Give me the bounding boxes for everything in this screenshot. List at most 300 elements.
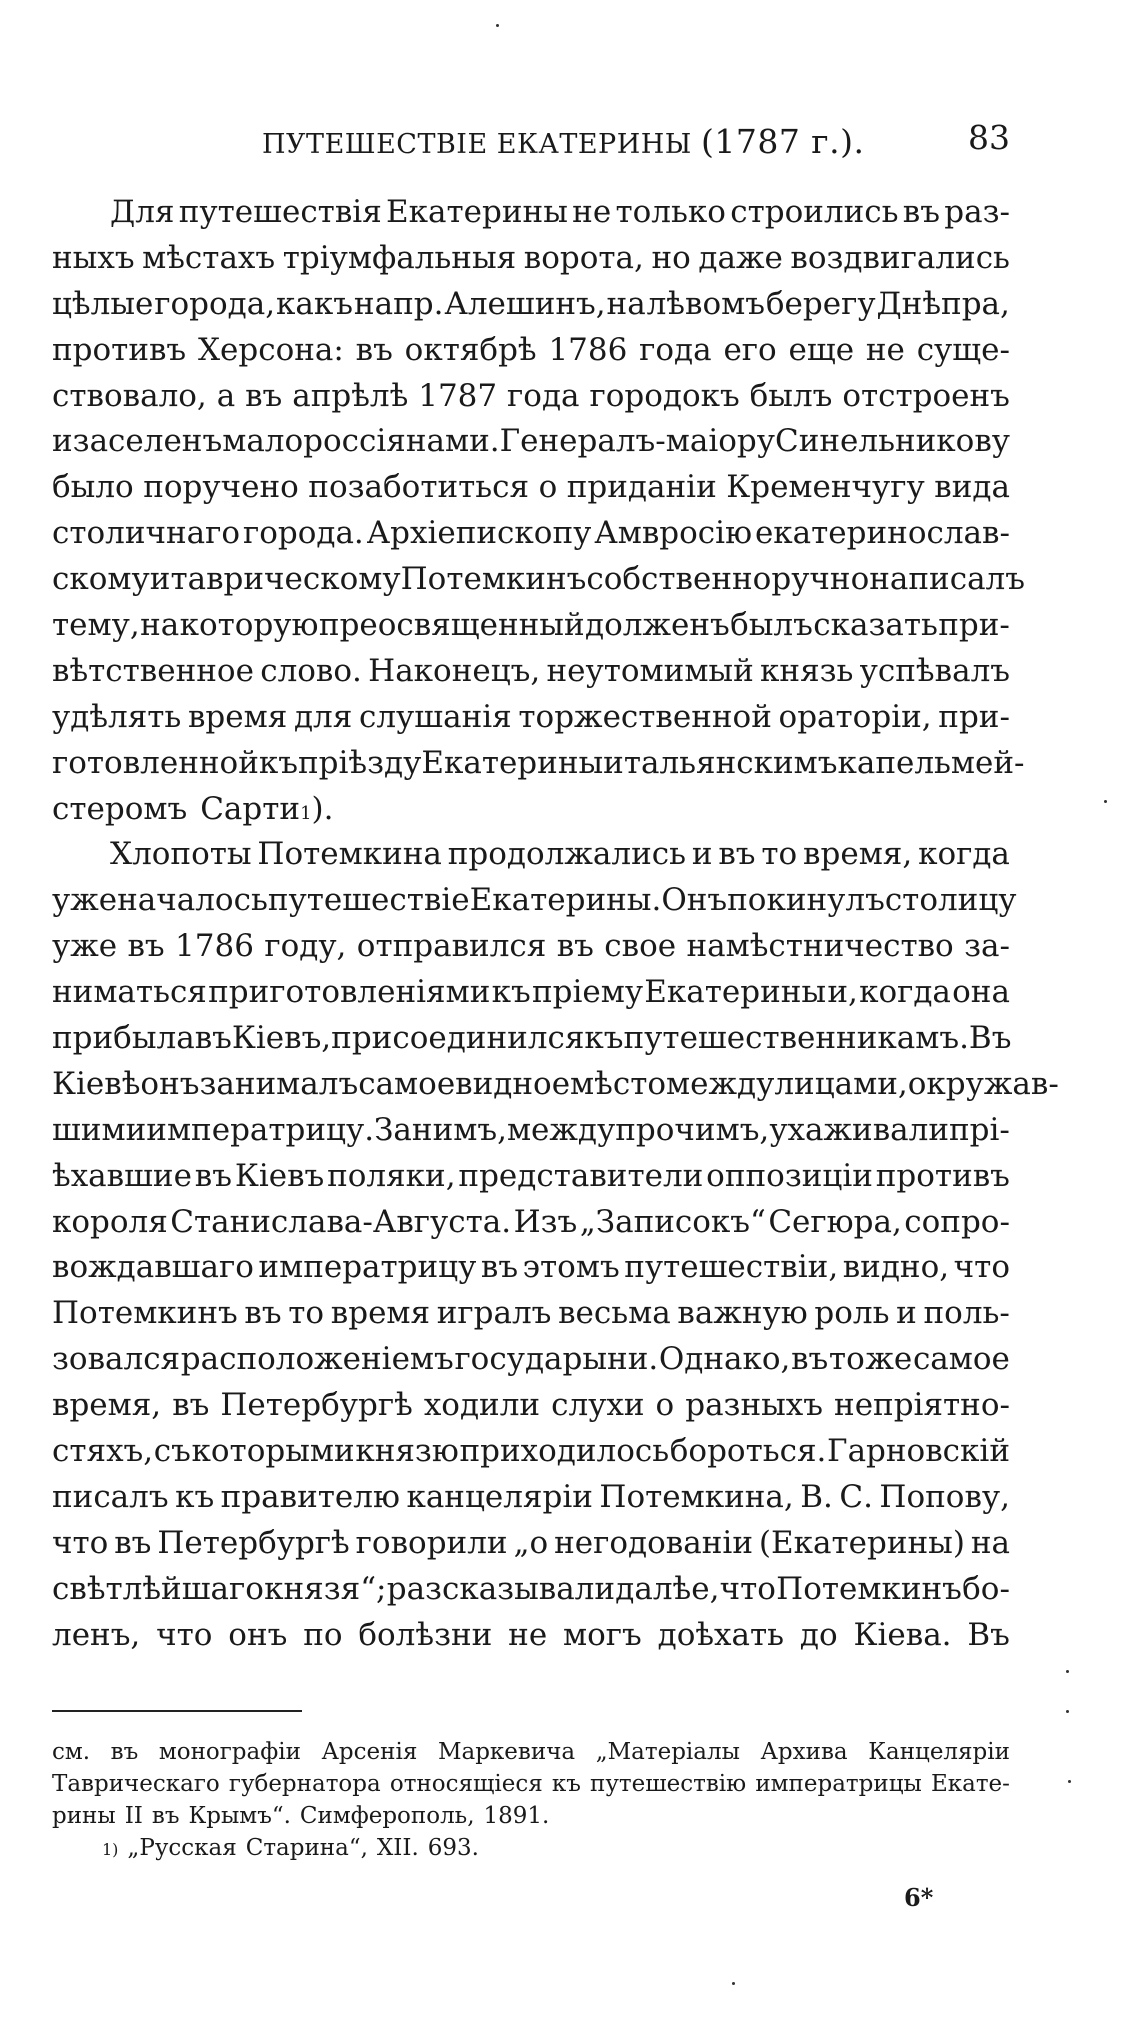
word: о xyxy=(538,469,558,506)
word: Архива xyxy=(760,1739,848,1765)
word: то xyxy=(288,1295,325,1332)
word: ораторіи, xyxy=(778,698,932,735)
word: путешествія xyxy=(178,194,382,230)
word: въ xyxy=(172,1387,210,1424)
footnote-rule xyxy=(52,1710,302,1712)
word: прочимъ, xyxy=(615,1111,770,1148)
word: занималъ xyxy=(199,1065,359,1102)
word: Екатерины xyxy=(421,744,604,781)
word: скому xyxy=(52,561,150,598)
word: Таврическаго xyxy=(52,1771,220,1797)
word: оппозиціи xyxy=(706,1157,873,1194)
text-line xyxy=(52,695,1010,741)
word: время xyxy=(187,698,288,735)
text-line xyxy=(52,557,1025,603)
footnote-line xyxy=(52,1800,1010,1832)
word: игралъ xyxy=(436,1295,552,1332)
text-line xyxy=(52,282,1010,328)
word: 1786 xyxy=(175,928,254,965)
word: къ xyxy=(551,1771,581,1797)
word: къ xyxy=(491,974,531,1011)
word: говорили xyxy=(355,1524,508,1561)
word: къ xyxy=(258,744,298,781)
word: уже xyxy=(52,882,118,919)
word: ворота, xyxy=(523,239,644,276)
running-title xyxy=(262,122,864,161)
word: успѣвалъ xyxy=(859,652,1010,689)
word: отправился xyxy=(356,928,547,965)
word: 1786 xyxy=(548,331,628,368)
word: время, xyxy=(803,836,913,873)
word: но xyxy=(651,239,691,276)
word: когда xyxy=(918,836,1010,873)
word: ухаживали xyxy=(769,1111,949,1148)
word: его xyxy=(723,331,777,368)
word: то xyxy=(828,1341,865,1378)
word: Кіева. xyxy=(853,1616,952,1653)
word: далѣе, xyxy=(615,1570,720,1607)
word: онъ xyxy=(228,1616,288,1653)
text-line xyxy=(52,1062,1059,1108)
text-line xyxy=(52,878,1017,924)
word: до xyxy=(799,1616,838,1653)
word: въ xyxy=(791,1341,829,1378)
word: строились xyxy=(730,194,899,230)
word: Кременчугу xyxy=(726,469,925,506)
word: и, xyxy=(827,974,858,1011)
text-line xyxy=(52,1429,1010,1475)
word: долженъ xyxy=(585,607,730,644)
word: и xyxy=(691,836,713,873)
word: Въ xyxy=(968,1020,1012,1057)
text-line xyxy=(52,1475,1010,1521)
word: приданіи xyxy=(566,469,717,506)
word: за- xyxy=(964,928,1010,965)
paper-speck xyxy=(1066,1710,1069,1713)
word: расположеніемъ xyxy=(180,1341,454,1378)
word: Для xyxy=(110,194,175,230)
word: уже xyxy=(52,928,118,965)
text-line xyxy=(52,1521,1010,1567)
word: не xyxy=(865,331,905,368)
word: тему, xyxy=(52,607,140,644)
word: видно, xyxy=(842,1249,950,1286)
word: ). xyxy=(311,790,334,827)
word: канцеляріи xyxy=(406,1478,593,1515)
word: приходилось xyxy=(459,1433,670,1470)
text-line xyxy=(52,603,1010,649)
word: князя“; xyxy=(264,1570,387,1607)
word: „Русская xyxy=(127,1835,237,1861)
word: относящіеся xyxy=(389,1771,543,1797)
word: Хлопоты xyxy=(110,836,252,873)
word: время xyxy=(330,1295,431,1332)
text-line xyxy=(52,236,1010,282)
running-title-text: ПУТЕШЕСТВІЕ ЕКАТЕРИНЫ xyxy=(262,129,692,160)
word: С. xyxy=(839,1478,873,1515)
paper-speck xyxy=(732,1982,735,1985)
word: съ xyxy=(153,1433,191,1470)
word: короля xyxy=(52,1203,168,1240)
word: представители xyxy=(458,1157,704,1194)
word: октябрѣ xyxy=(404,331,537,368)
word: что xyxy=(156,1616,213,1653)
word: при- xyxy=(938,698,1010,735)
word: поль- xyxy=(923,1295,1010,1332)
word: рины xyxy=(52,1803,116,1829)
word: свѣтлѣйшаго xyxy=(52,1570,264,1607)
footnotes xyxy=(52,1736,1010,1864)
word: лицами, xyxy=(774,1065,908,1102)
word: даже xyxy=(698,239,783,276)
word: самое xyxy=(912,1341,1010,1378)
word: преосвященный xyxy=(318,607,585,644)
word: слухи xyxy=(551,1387,645,1424)
word: онъ xyxy=(140,1065,200,1102)
word: напр. xyxy=(353,285,444,322)
text-line xyxy=(52,970,1010,1016)
word: ходили xyxy=(423,1387,541,1424)
footnote-line xyxy=(52,1736,1010,1768)
word: Кіевъ xyxy=(234,1157,325,1194)
word: слово. xyxy=(260,652,362,689)
word: прибыла xyxy=(52,1020,195,1057)
paper-speck xyxy=(1066,1670,1069,1673)
word: приготовленіями xyxy=(208,974,491,1011)
word: было xyxy=(52,469,134,506)
text-line xyxy=(52,832,1010,878)
word: зовался xyxy=(52,1341,181,1378)
text-line xyxy=(52,1613,1010,1659)
word: „о xyxy=(513,1524,549,1561)
word: въ xyxy=(480,1249,519,1286)
word: позаботиться xyxy=(308,469,530,506)
word: болѣзни xyxy=(358,1616,493,1653)
word: заселенъ xyxy=(72,423,223,460)
word: же xyxy=(865,1341,913,1378)
word: тріумфальныя xyxy=(282,239,517,276)
word: видное xyxy=(455,1065,571,1102)
word: году, xyxy=(264,928,347,965)
signature-mark: 6* xyxy=(904,1883,934,1912)
word: Генералъ-маіору xyxy=(499,423,775,460)
word: намѣстничество xyxy=(686,928,954,965)
text-line xyxy=(52,1291,1010,1337)
word: путешествію xyxy=(590,1771,747,1797)
word: бо- xyxy=(962,1570,1010,1607)
word: ныхъ xyxy=(52,239,135,276)
word: вождавшаго xyxy=(52,1249,254,1286)
word: что xyxy=(52,1524,109,1561)
word: Потемкина xyxy=(257,836,442,873)
word: для xyxy=(293,698,353,735)
word: а xyxy=(216,377,236,414)
footnote-line xyxy=(52,1768,1010,1800)
running-header xyxy=(262,118,1010,166)
word: 1787 xyxy=(418,377,498,414)
word: государыни. xyxy=(454,1341,659,1378)
text-line xyxy=(52,1016,1010,1062)
word: Кіевъ, xyxy=(231,1020,332,1057)
word: о xyxy=(655,1387,675,1424)
word: Онъ xyxy=(661,882,728,919)
word: къ xyxy=(584,1020,624,1057)
word: въ xyxy=(194,1157,232,1194)
word: Арсенія xyxy=(321,1739,418,1765)
paper-speck xyxy=(1068,1780,1071,1783)
word: Однако, xyxy=(658,1341,791,1378)
word: правителю xyxy=(220,1478,400,1515)
word: писалъ xyxy=(52,1478,169,1515)
word: В. xyxy=(800,1478,833,1515)
word: Днѣпра, xyxy=(876,285,1010,322)
word: цѣлые xyxy=(52,285,154,322)
word: время, xyxy=(52,1387,162,1424)
word: вѣтственное xyxy=(52,652,254,689)
word: Наконецъ, xyxy=(368,652,541,689)
word: нимъ, xyxy=(411,1111,507,1148)
word: какъ xyxy=(276,285,353,322)
word: монографіи xyxy=(158,1739,301,1765)
word: негодованіи xyxy=(554,1524,753,1561)
text-line xyxy=(52,649,1010,695)
word: Сарти xyxy=(200,790,301,827)
word: и xyxy=(896,1295,917,1332)
word: раз- xyxy=(944,194,1010,230)
word: Въ xyxy=(967,1616,1010,1653)
word: Екатерины. xyxy=(469,882,662,919)
paper-speck xyxy=(1104,800,1107,803)
text-line xyxy=(52,1154,1010,1200)
word: малороссіянами. xyxy=(222,423,500,460)
word: мѣсто xyxy=(570,1065,667,1102)
word: между xyxy=(506,1111,616,1148)
word: окружав- xyxy=(907,1065,1059,1102)
word: города, xyxy=(154,285,276,322)
word: екатеринослав- xyxy=(754,515,1010,552)
word: въ xyxy=(151,1803,180,1829)
word: бороться. xyxy=(669,1433,827,1470)
word: Потемкинъ xyxy=(400,561,587,598)
word: былъ xyxy=(749,377,833,414)
word: Потемкина, xyxy=(599,1478,794,1515)
word: на xyxy=(970,1524,1010,1561)
word: см. xyxy=(52,1739,91,1765)
main-text xyxy=(52,190,1059,1659)
word: присоединился xyxy=(331,1020,585,1057)
word: удѣлять xyxy=(52,698,182,735)
word: готовленной xyxy=(52,744,259,781)
word: ѣхавшие xyxy=(52,1157,192,1194)
word: императрицы xyxy=(755,1771,922,1797)
word: года xyxy=(507,377,580,414)
word: самое xyxy=(358,1065,456,1102)
word: доѣхать xyxy=(657,1616,785,1653)
word: Старина“, xyxy=(245,1835,368,1861)
word: берегу xyxy=(765,285,876,322)
word: собственноручно xyxy=(586,561,870,598)
word: Архіепископу xyxy=(366,515,592,552)
word: неутомимый xyxy=(546,652,754,689)
word: что xyxy=(953,1249,1010,1286)
word: этомъ xyxy=(522,1249,620,1286)
word: она xyxy=(952,974,1010,1011)
word: Изъ xyxy=(513,1203,578,1240)
word: столицу xyxy=(884,882,1017,919)
footnote-ref-marker: 1) xyxy=(102,1840,119,1859)
word: важную xyxy=(677,1295,808,1332)
word: Потемкинъ xyxy=(52,1295,238,1332)
word: непріятно- xyxy=(834,1387,1010,1424)
word: въ xyxy=(244,1295,282,1332)
word: Екатерины xyxy=(644,974,827,1011)
word: между xyxy=(666,1065,775,1102)
word: Алешинъ, xyxy=(444,285,606,322)
word: въ xyxy=(556,928,594,965)
text-line xyxy=(52,741,1025,787)
word: противъ xyxy=(52,331,187,368)
page-number: 83 xyxy=(968,118,1010,157)
word: князю xyxy=(355,1433,459,1470)
word: торжественной xyxy=(518,698,772,735)
word: Синельникову xyxy=(775,423,1011,460)
text-line xyxy=(52,1245,1010,1291)
word: покинулъ xyxy=(727,882,885,919)
word: при- xyxy=(938,607,1010,644)
word: которую xyxy=(179,607,319,644)
word: въ xyxy=(718,836,756,873)
word: Маркевича xyxy=(437,1739,576,1765)
text-line xyxy=(52,511,1010,557)
word: Гарновскій xyxy=(827,1433,1010,1470)
word: итальянскимъ xyxy=(603,744,838,781)
word: Потемкинъ xyxy=(776,1570,962,1607)
text-line xyxy=(52,465,1010,511)
word: путешественникамъ. xyxy=(623,1020,969,1057)
word: года xyxy=(639,331,712,368)
word: поручено xyxy=(143,469,299,506)
word: Амвросію xyxy=(594,515,753,552)
word: сопро- xyxy=(904,1203,1010,1240)
word: въ xyxy=(355,331,393,368)
word: пріѣзду xyxy=(297,744,422,781)
text-line xyxy=(52,1337,1010,1383)
word: по xyxy=(303,1616,343,1653)
text-line xyxy=(52,924,1010,970)
word: вида xyxy=(934,469,1010,506)
word: Кіевѣ xyxy=(52,1065,141,1102)
word: Петербургѣ xyxy=(220,1387,413,1424)
text-line xyxy=(52,419,1010,465)
word: не xyxy=(572,194,612,230)
word: началось xyxy=(117,882,268,919)
word: на xyxy=(606,285,646,322)
word: императрицу xyxy=(258,1249,477,1286)
text-line xyxy=(52,1567,1010,1613)
word: „Записокъ“ xyxy=(579,1203,766,1240)
word: шими xyxy=(52,1111,147,1148)
word: столичнаго xyxy=(52,515,241,552)
word: на xyxy=(140,607,180,644)
word: императрицу. xyxy=(146,1111,375,1148)
word: XII. xyxy=(376,1835,419,1861)
word: пріему xyxy=(531,974,644,1011)
word: продолжались xyxy=(447,836,686,873)
text-line xyxy=(52,1200,1010,1246)
word: путешествіи, xyxy=(624,1249,839,1286)
word: За xyxy=(374,1111,412,1148)
word: только xyxy=(615,194,726,230)
word: лѣвомъ xyxy=(646,285,765,322)
word: ниматься xyxy=(52,974,207,1011)
text-line xyxy=(52,1108,1010,1154)
word: Крымъ“. xyxy=(188,1803,291,1829)
word: ствовало, xyxy=(52,377,207,414)
word: Попову, xyxy=(879,1478,1010,1515)
word: свое xyxy=(604,928,677,965)
word: которыми xyxy=(191,1433,355,1470)
word: и xyxy=(52,423,73,460)
word: то xyxy=(761,836,798,873)
word: въ xyxy=(194,1020,232,1057)
word: прі- xyxy=(949,1111,1010,1148)
word: весьма xyxy=(558,1295,671,1332)
word: и xyxy=(149,561,171,598)
word: городокъ xyxy=(589,377,740,414)
word: князь xyxy=(760,652,854,689)
text-line xyxy=(52,328,1010,374)
word: Петербургѣ xyxy=(157,1524,350,1561)
text-line: стеромъ Сарти 1 ). xyxy=(52,787,1010,833)
word: написалъ xyxy=(869,561,1025,598)
word: въ xyxy=(110,1739,139,1765)
word: поляки, xyxy=(327,1157,456,1194)
text-line xyxy=(52,374,1010,420)
word: слушанія xyxy=(358,698,512,735)
word: что xyxy=(719,1570,776,1607)
word: отстроенъ xyxy=(842,377,1010,414)
word: „Матеріалы xyxy=(595,1739,740,1765)
word: когда xyxy=(859,974,951,1011)
word: апрѣлѣ xyxy=(292,377,409,414)
word: путешествіе xyxy=(267,882,470,919)
word: еще xyxy=(788,331,855,368)
word: къ xyxy=(175,1478,215,1515)
word: мѣстахъ xyxy=(142,239,276,276)
word: капельмей- xyxy=(837,744,1025,781)
word: въ xyxy=(114,1524,152,1561)
word: сказать xyxy=(813,607,938,644)
word: противъ xyxy=(875,1157,1010,1194)
word: въ xyxy=(127,928,165,965)
text-line xyxy=(52,190,1010,236)
word: Станислава-Августа. xyxy=(170,1203,512,1240)
word: разныхъ xyxy=(685,1387,824,1424)
word: города. xyxy=(242,515,364,552)
paper-speck xyxy=(496,24,499,27)
word: Екате- xyxy=(930,1771,1010,1797)
word: роль xyxy=(814,1295,890,1332)
word: губернатора xyxy=(228,1771,381,1797)
word: въ xyxy=(245,377,283,414)
text-line xyxy=(52,1383,1010,1429)
word: (Екатерины) xyxy=(758,1524,965,1561)
word: суще- xyxy=(916,331,1010,368)
word: въ xyxy=(902,194,940,230)
word: II xyxy=(124,1803,143,1829)
word: былъ xyxy=(730,607,813,644)
word: Екатерины xyxy=(386,194,568,230)
